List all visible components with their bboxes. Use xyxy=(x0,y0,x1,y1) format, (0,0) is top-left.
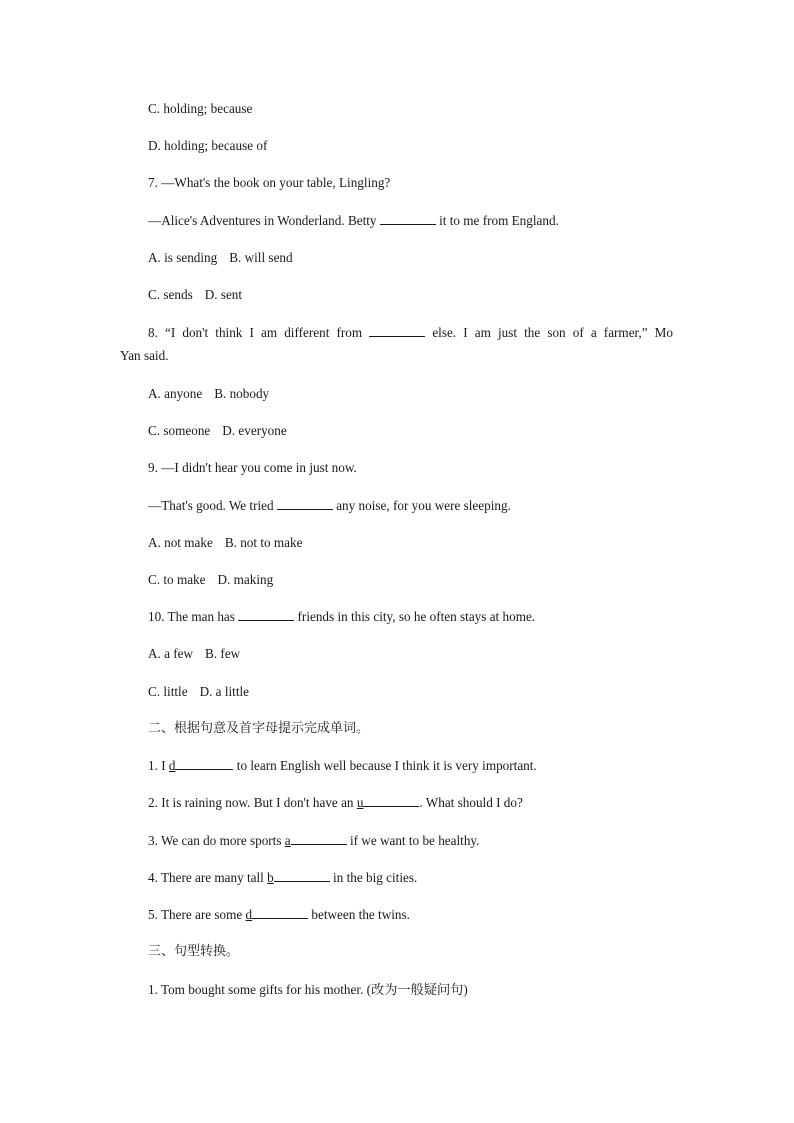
q7-option-c: C. sends xyxy=(148,287,193,302)
q7-options-ab xyxy=(148,249,293,267)
q8-prompt-line1 xyxy=(148,324,673,342)
q8-before: 8. “I don't think I am different from xyxy=(148,325,370,340)
section3-heading: 三、句型转换。 xyxy=(148,944,240,959)
s2i2-letter: u xyxy=(356,795,364,810)
q10-after: friends in this city, so he often stays at home. xyxy=(294,609,536,624)
s2i3-letter: a xyxy=(284,833,291,848)
s2i1-blank xyxy=(175,757,233,770)
section2-heading: 二、根据句意及首字母提示完成单词。 xyxy=(148,721,370,736)
section2-item-2 xyxy=(148,794,523,812)
section2-item-3 xyxy=(148,832,479,850)
s2i2-blank xyxy=(363,794,419,807)
q10-option-d: D. a little xyxy=(199,684,250,699)
q8-options-cd xyxy=(148,422,287,440)
q10-option-b: B. few xyxy=(205,646,241,661)
section3-item-1: 1. Tom bought some gifts for his mother. (改为一般疑问句) xyxy=(148,982,468,997)
q6-option-c: C. holding; because xyxy=(148,101,253,116)
q7-option-b: B. will send xyxy=(229,250,293,265)
q6-option-d: D. holding; because of xyxy=(148,138,268,153)
section2-item-1 xyxy=(148,757,537,775)
s2i4-blank xyxy=(274,869,330,882)
q10-option-a: A. a few xyxy=(148,646,194,661)
q10-option-c: C. little xyxy=(148,684,188,699)
q9-options-cd xyxy=(148,571,273,589)
q9-option-c: C. to make xyxy=(148,572,206,587)
q7-reply-before: —Alice's Adventures in Wonderland. Betty xyxy=(148,213,380,228)
s2i4-after: in the big cities. xyxy=(329,870,418,885)
q9-reply-before: —That's good. We tried xyxy=(148,498,277,513)
q7-prompt: 7. —What's the book on your table, Lingling? xyxy=(148,175,391,190)
q9-options-ab xyxy=(148,534,302,552)
q7-options-cd xyxy=(148,286,242,304)
s2i5-blank xyxy=(252,906,308,919)
q10-before: 10. The man has xyxy=(148,609,239,624)
q7-reply-after: it to me from England. xyxy=(435,213,559,228)
q8-prompt-line2: Yan said. xyxy=(120,348,169,363)
s2i1-after: to learn English well because I think it is very important. xyxy=(233,758,537,773)
s2i1-letter: d xyxy=(168,758,176,773)
q9-option-d: D. making xyxy=(217,572,274,587)
s2i4-letter: b xyxy=(267,870,274,885)
q10-options-ab xyxy=(148,645,240,663)
q9-option-a: A. not make xyxy=(148,535,213,550)
q10-blank xyxy=(238,608,294,621)
q8-options-ab xyxy=(148,385,269,403)
s2i3-after: if we want to be healthy. xyxy=(346,833,480,848)
s2i2-after: . What should I do? xyxy=(419,795,523,810)
q9-reply-after: any noise, for you were sleeping. xyxy=(332,498,511,513)
q8-option-b: B. nobody xyxy=(214,386,270,401)
q9-blank xyxy=(277,497,333,510)
s2i5-letter: d xyxy=(245,907,253,922)
s2i1-before: 1. I xyxy=(148,758,169,773)
s2i3-before: 3. We can do more sports xyxy=(148,833,285,848)
q10-prompt xyxy=(148,608,535,626)
q8-after: else. I am just the son of a farmer,” Mo xyxy=(425,325,673,340)
q8-option-c: C. someone xyxy=(148,423,211,438)
q9-reply xyxy=(148,497,511,515)
s2i2-before: 2. It is raining now. But I don't have an xyxy=(148,795,357,810)
q8-blank xyxy=(369,324,425,337)
q7-reply xyxy=(148,212,559,230)
section2-item-5 xyxy=(148,906,410,924)
s2i4-before: 4. There are many tall xyxy=(148,870,268,885)
s2i5-after: between the twins. xyxy=(308,907,410,922)
q9-option-b: B. not to make xyxy=(224,535,303,550)
s2i5-before: 5. There are some xyxy=(148,907,246,922)
q7-option-a: A. is sending xyxy=(148,250,218,265)
q10-options-cd xyxy=(148,683,249,701)
q8-option-a: A. anyone xyxy=(148,386,203,401)
q9-prompt: 9. —I didn't hear you come in just now. xyxy=(148,460,357,475)
section2-item-4 xyxy=(148,869,417,887)
s2i3-blank xyxy=(291,832,347,845)
q7-blank xyxy=(380,212,436,225)
q8-option-d: D. everyone xyxy=(222,423,287,438)
q7-option-d: D. sent xyxy=(204,287,243,302)
